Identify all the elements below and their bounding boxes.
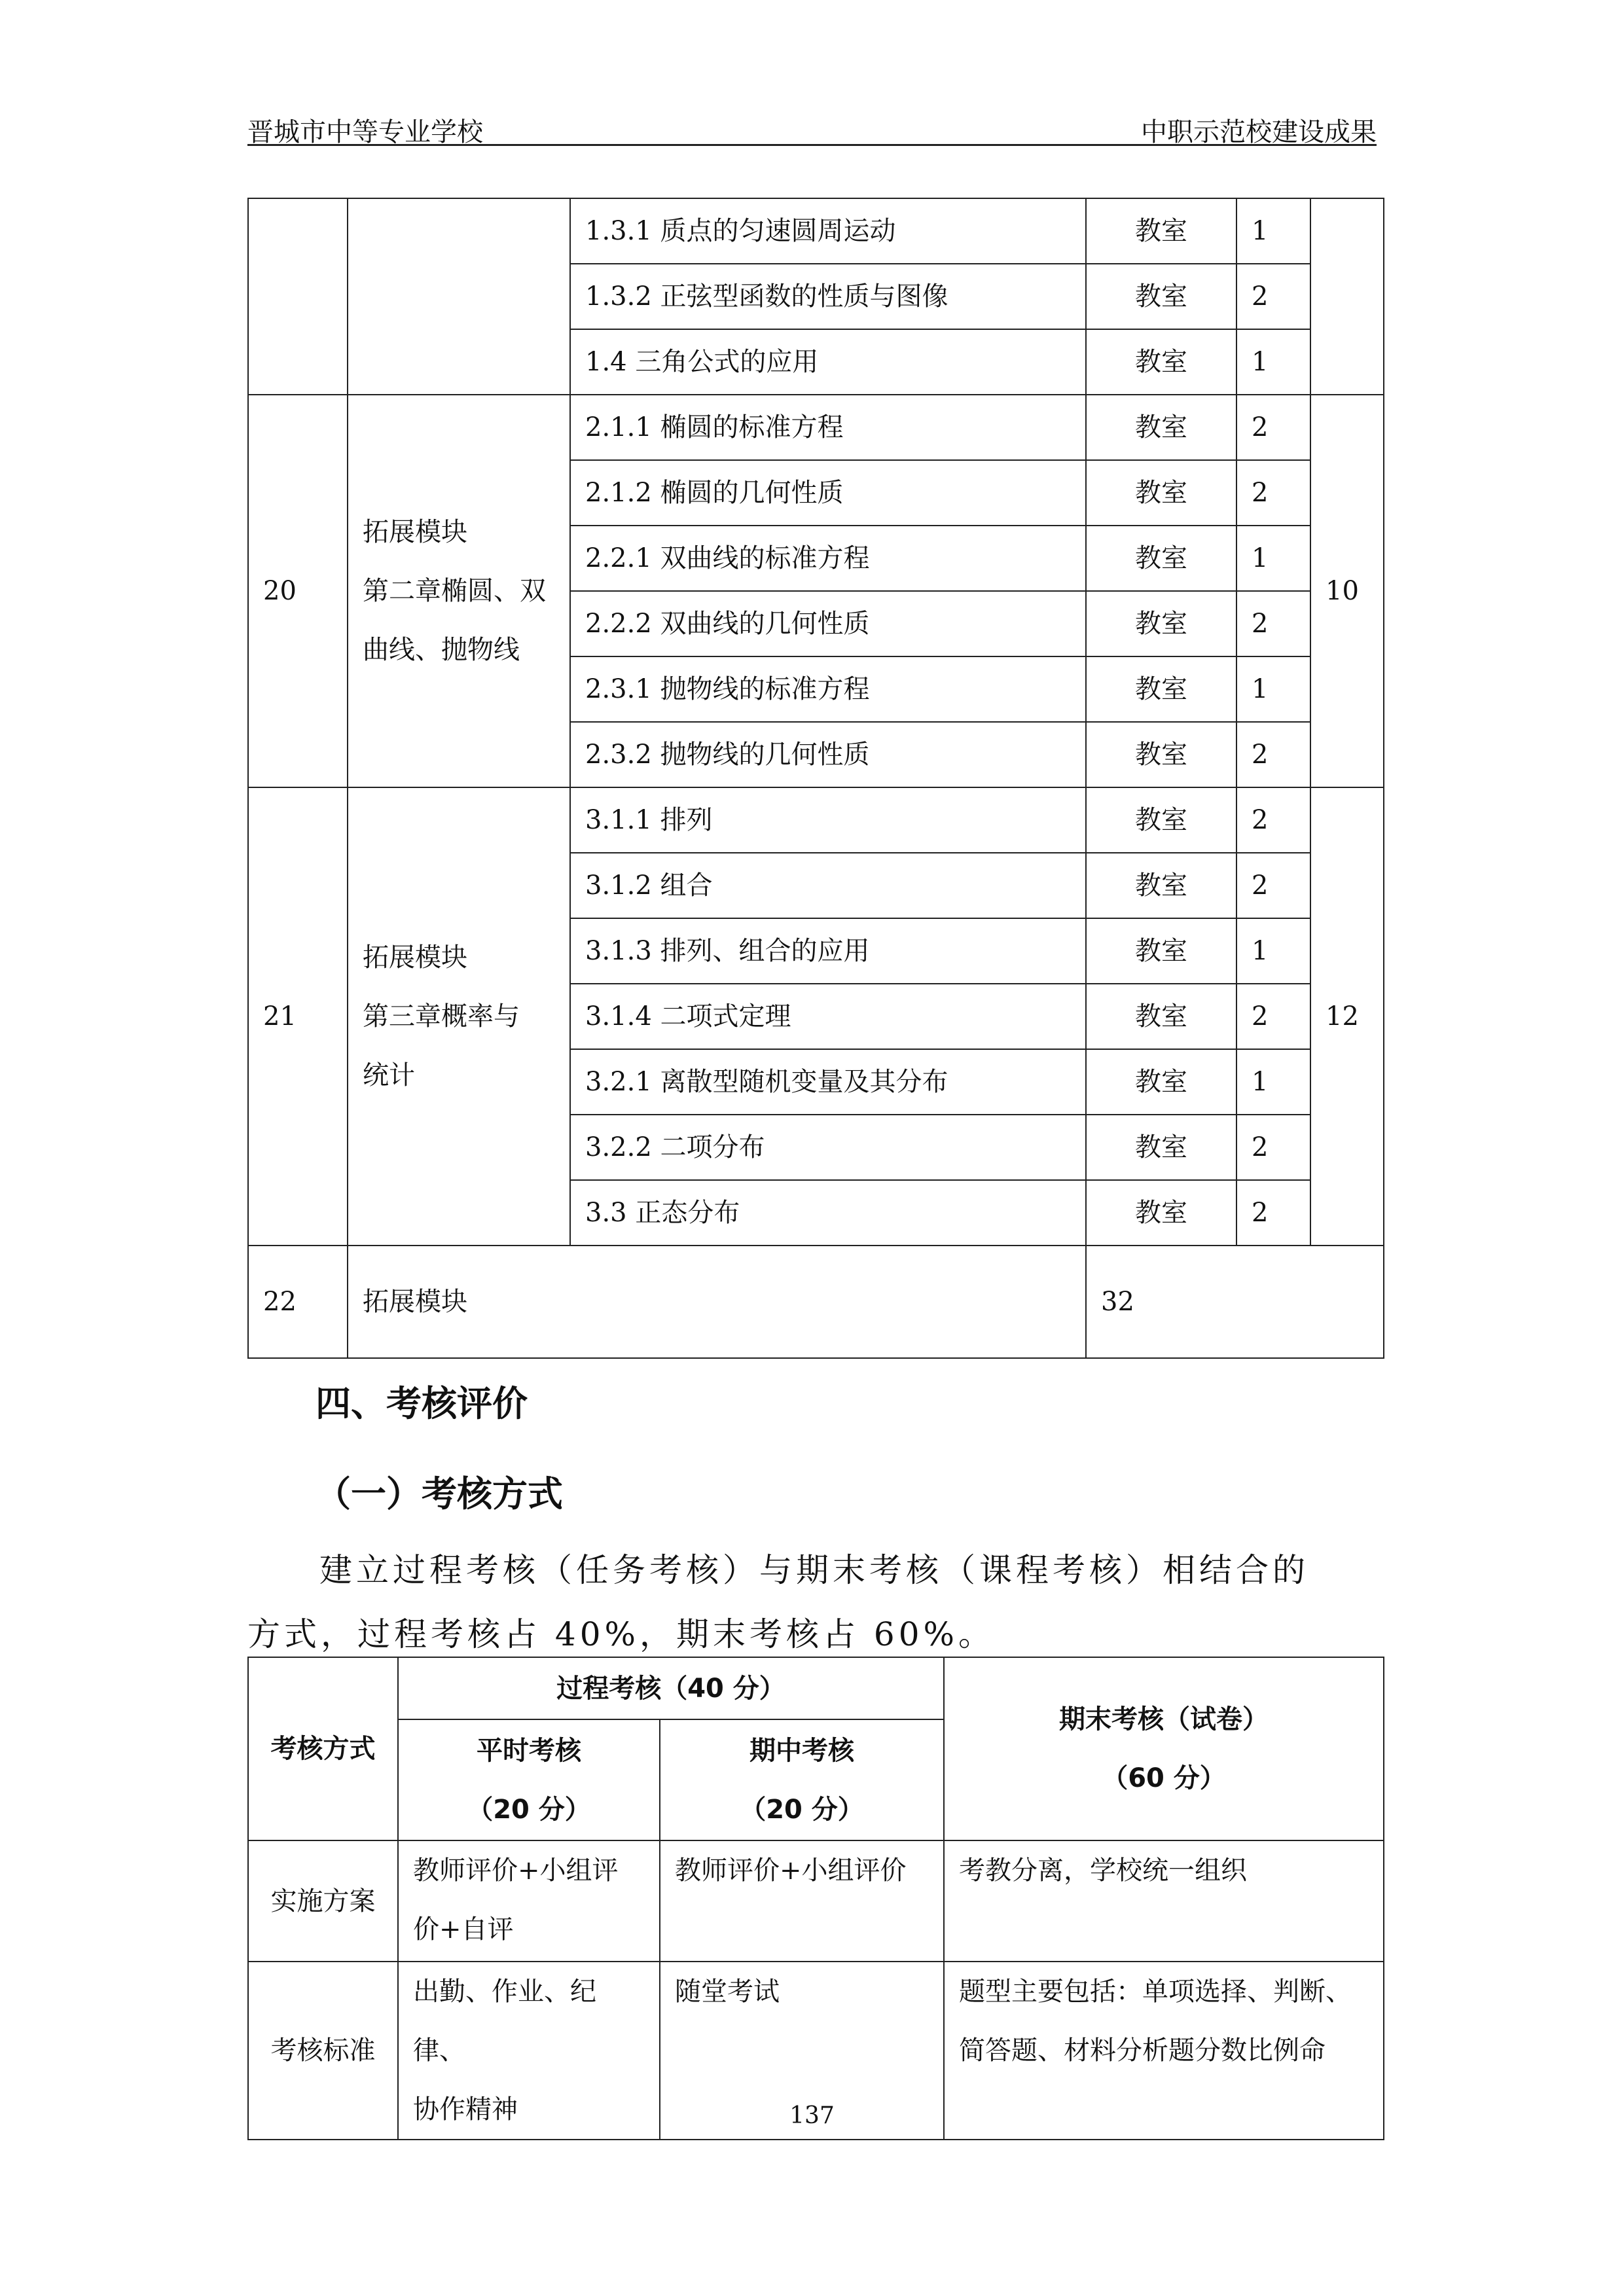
no-cell: 21 <box>248 787 348 1246</box>
implementation-final-cell <box>944 1840 1384 1962</box>
hours-cell: 2 <box>1236 722 1310 787</box>
cell-line: 题型主要包括：单项选择、判断、 <box>959 1977 1352 2007</box>
hours-cell: 2 <box>1236 787 1310 853</box>
page-number: 137 <box>789 2102 835 2129</box>
topic-cell: 3.1.2 组合 <box>570 853 1086 918</box>
total-cell: 12 <box>1310 787 1384 1246</box>
midterm-header-line: 期中考核 <box>749 1735 854 1766</box>
total-cell <box>1310 198 1384 395</box>
cell-line: 教师评价+小组评价 <box>675 1856 907 1886</box>
place-cell: 教室 <box>1086 591 1236 656</box>
cell-line: 出勤、作业、纪律、 <box>413 1977 596 2066</box>
module-line: 拓展模块 <box>363 517 467 547</box>
midterm-header-cell <box>660 1719 944 1840</box>
cell-line: 简答题、材料分析题分数比例命 <box>959 2036 1326 2066</box>
topic-cell: 3.1.3 排列、组合的应用 <box>570 918 1086 984</box>
no-cell <box>248 198 348 395</box>
topic-cell: 3.2.2 二项分布 <box>570 1115 1086 1180</box>
hours-cell: 1 <box>1236 918 1310 984</box>
hours-cell: 1 <box>1236 526 1310 591</box>
table-row <box>248 1657 1384 1719</box>
module-cell <box>348 787 570 1246</box>
process-header-cell: 过程考核（40 分） <box>398 1657 944 1719</box>
module-cell <box>348 395 570 787</box>
paragraph-line: 方式，过程考核占 40%，期末考核占 60%。 <box>247 1615 996 1653</box>
paragraph-line: 建立过程考核（任务考核）与期末考核（课程考核）相结合的 <box>319 1551 1309 1589</box>
place-cell: 教室 <box>1086 526 1236 591</box>
method-label-cell: 考核方式 <box>248 1657 398 1840</box>
hours-cell: 2 <box>1236 264 1310 329</box>
page-header-right: 中职示范校建设成果 <box>1141 117 1377 147</box>
place-cell: 教室 <box>1086 656 1236 722</box>
module-line: 拓展模块 <box>363 942 467 973</box>
module-line: 曲线、抛物线 <box>363 635 520 665</box>
cell-line: 协作精神 <box>413 2094 518 2125</box>
topic-cell: 2.2.2 双曲线的几何性质 <box>570 591 1086 656</box>
hours-cell: 1 <box>1236 329 1310 395</box>
hours-cell: 2 <box>1236 853 1310 918</box>
place-cell: 教室 <box>1086 918 1236 984</box>
implementation-daily-cell <box>398 1840 660 1962</box>
topic-cell: 2.3.2 抛物线的几何性质 <box>570 722 1086 787</box>
hours-cell: 2 <box>1236 984 1310 1049</box>
total-cell: 10 <box>1310 395 1384 787</box>
place-cell: 教室 <box>1086 264 1236 329</box>
cell-line: 价+自评 <box>413 1914 514 1945</box>
section-title: 四、考核评价 <box>316 1383 528 1424</box>
implementation-label-cell: 实施方案 <box>248 1840 398 1962</box>
topic-cell: 1.4 三角公式的应用 <box>570 329 1086 395</box>
hours-cell: 1 <box>1236 1049 1310 1115</box>
table-row <box>248 1246 1384 1358</box>
table-row <box>248 198 1384 264</box>
final-header-cell <box>944 1657 1384 1840</box>
page-header-left: 晋城市中等专业学校 <box>247 117 483 147</box>
place-cell: 教室 <box>1086 1049 1236 1115</box>
no-cell: 22 <box>248 1246 348 1358</box>
cell-line: 教师评价+小组评 <box>413 1856 619 1886</box>
daily-header-cell <box>398 1719 660 1840</box>
topic-cell: 1.3.2 正弦型函数的性质与图像 <box>570 264 1086 329</box>
place-cell: 教室 <box>1086 853 1236 918</box>
topic-cell: 3.2.1 离散型随机变量及其分布 <box>570 1049 1086 1115</box>
place-cell: 教室 <box>1086 787 1236 853</box>
place-cell: 教室 <box>1086 1115 1236 1180</box>
module-line: 第三章概率与 <box>363 1001 520 1031</box>
place-cell: 教室 <box>1086 395 1236 460</box>
hours-cell: 2 <box>1236 395 1310 460</box>
total-cell: 32 <box>1086 1246 1384 1358</box>
header-rule <box>247 144 1377 146</box>
place-cell: 教室 <box>1086 460 1236 526</box>
hours-cell: 2 <box>1236 1180 1310 1246</box>
midterm-header-line: （20 分） <box>740 1794 864 1825</box>
module-line: 统计 <box>363 1060 415 1090</box>
hours-cell: 2 <box>1236 1115 1310 1180</box>
topic-cell: 1.3.1 质点的匀速圆周运动 <box>570 198 1086 264</box>
assessment-table <box>247 1657 1384 2140</box>
module-cell: 拓展模块 <box>348 1246 1086 1358</box>
place-cell: 教室 <box>1086 984 1236 1049</box>
topic-cell: 2.1.2 椭圆的几何性质 <box>570 460 1086 526</box>
module-cell <box>348 198 570 395</box>
hours-cell: 1 <box>1236 656 1310 722</box>
cell-line: 随堂考试 <box>675 1977 780 2007</box>
final-header-line: （60 分） <box>1102 1763 1226 1793</box>
no-cell: 20 <box>248 395 348 787</box>
daily-header-line: 平时考核 <box>477 1735 581 1766</box>
place-cell: 教室 <box>1086 198 1236 264</box>
table-row <box>248 1840 1384 1962</box>
place-cell: 教室 <box>1086 329 1236 395</box>
topic-cell: 2.3.1 抛物线的标准方程 <box>570 656 1086 722</box>
hours-cell: 2 <box>1236 591 1310 656</box>
implementation-midterm-cell <box>660 1840 944 1962</box>
body-paragraph <box>247 1538 1383 1666</box>
subsection-title: （一）考核方式 <box>316 1473 563 1515</box>
cell-line: 考教分离，学校统一组织 <box>959 1856 1247 1886</box>
schedule-table <box>247 198 1384 1359</box>
daily-header-line: （20 分） <box>467 1794 591 1825</box>
topic-cell: 3.1.1 排列 <box>570 787 1086 853</box>
place-cell: 教室 <box>1086 722 1236 787</box>
module-line: 第二章椭圆、双 <box>363 576 546 606</box>
topic-cell: 2.1.1 椭圆的标准方程 <box>570 395 1086 460</box>
table-row <box>248 787 1384 853</box>
topic-cell: 2.2.1 双曲线的标准方程 <box>570 526 1086 591</box>
topic-cell: 3.1.4 二项式定理 <box>570 984 1086 1049</box>
hours-cell: 1 <box>1236 198 1310 264</box>
hours-cell: 2 <box>1236 460 1310 526</box>
final-header-line: 期末考核（试卷） <box>1059 1704 1269 1734</box>
topic-cell: 3.3 正态分布 <box>570 1180 1086 1246</box>
place-cell: 教室 <box>1086 1180 1236 1246</box>
table-row <box>248 395 1384 460</box>
standard-label-cell: 考核标准 <box>248 1962 398 2140</box>
